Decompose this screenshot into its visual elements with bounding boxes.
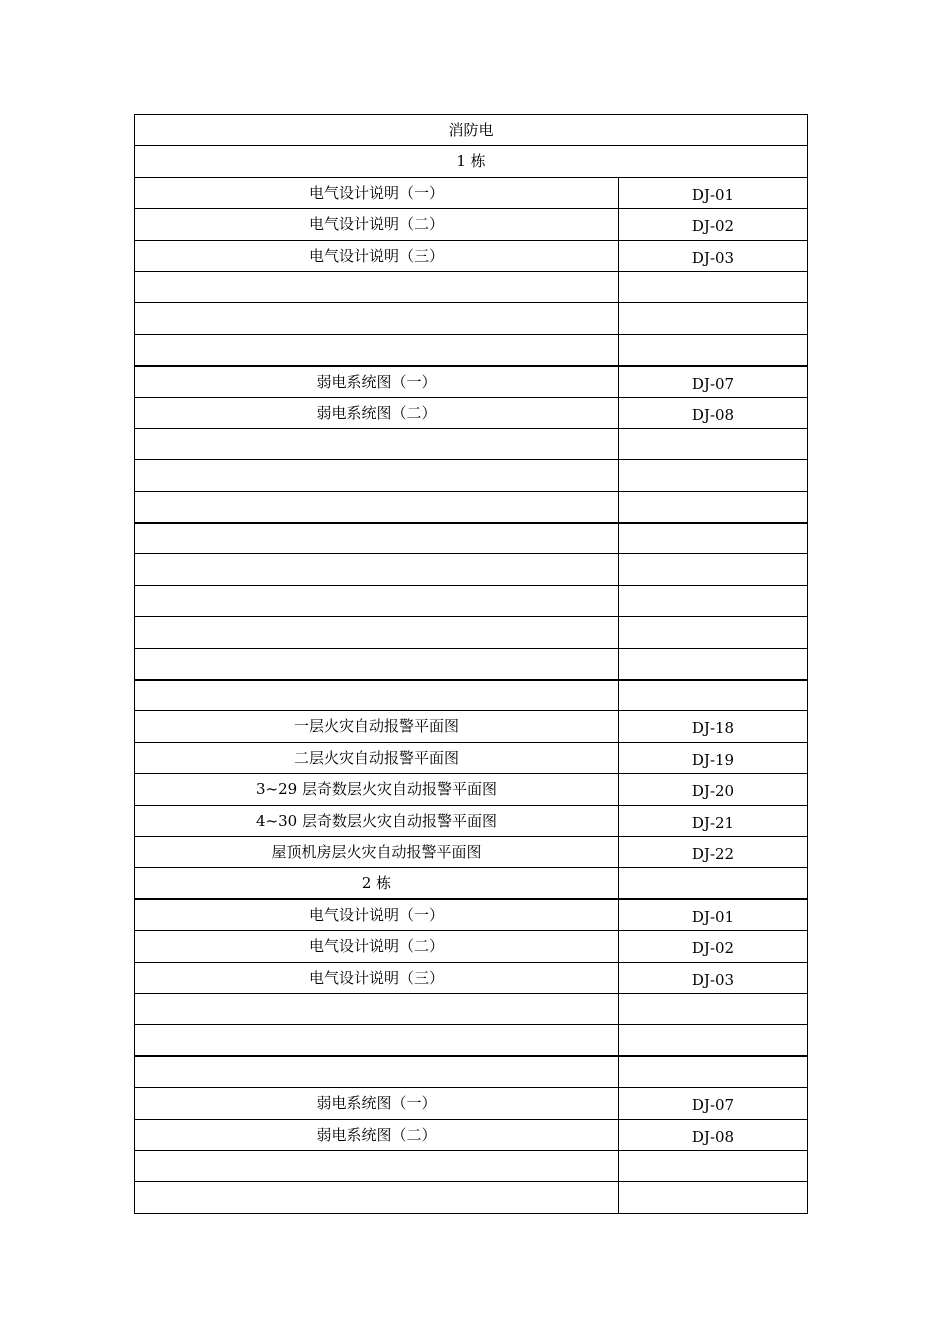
drawing-code-cell: DJ-19 [619, 742, 808, 773]
drawing-code-cell [619, 460, 808, 491]
table-row [135, 334, 808, 365]
drawing-name-cell [135, 554, 619, 585]
drawing-code-cell [619, 993, 808, 1024]
drawing-name-cell [135, 1182, 619, 1213]
table-row [135, 1025, 808, 1056]
table-row [135, 303, 808, 334]
table-row [135, 868, 808, 899]
table-row [135, 1056, 808, 1087]
table-row [135, 240, 808, 271]
drawing-code-cell [619, 1182, 808, 1213]
drawing-code-cell [619, 303, 808, 334]
table-row [135, 711, 808, 742]
table-row [135, 366, 808, 397]
drawing-name-cell: 电气设计说明（二） [135, 209, 619, 240]
table-row [135, 931, 808, 962]
table-row [135, 993, 808, 1024]
table-row [135, 836, 808, 867]
table-row [135, 1182, 808, 1213]
drawing-name-cell: 3~29 层奇数层火灾自动报警平面图 [135, 774, 619, 805]
drawing-code-cell: DJ-20 [619, 774, 808, 805]
table-row [135, 209, 808, 240]
table-row [135, 523, 808, 554]
drawing-name-cell [135, 1025, 619, 1056]
drawing-name-cell [135, 1150, 619, 1181]
drawing-code-cell [619, 648, 808, 679]
table-row [135, 742, 808, 773]
drawing-code-cell: DJ-02 [619, 931, 808, 962]
drawing-code-cell [619, 680, 808, 711]
drawing-code-cell: DJ-07 [619, 366, 808, 397]
table-row [135, 585, 808, 616]
drawing-name-cell: 电气设计说明（一） [135, 899, 619, 930]
drawing-code-cell: DJ-03 [619, 240, 808, 271]
drawing-name-cell: 弱电系统图（二） [135, 1119, 619, 1150]
drawing-code-cell [619, 1056, 808, 1087]
drawing-code-cell: DJ-21 [619, 805, 808, 836]
drawing-code-cell: DJ-07 [619, 1088, 808, 1119]
drawing-code-cell: DJ-22 [619, 836, 808, 867]
drawing-name-cell [135, 460, 619, 491]
table-row [135, 617, 808, 648]
drawing-name-cell [135, 585, 619, 616]
drawing-name-cell [135, 1056, 619, 1087]
drawing-name-cell: 电气设计说明（一） [135, 177, 619, 208]
table-row [135, 491, 808, 522]
table-title-row [135, 115, 808, 146]
drawing-code-cell [619, 491, 808, 522]
drawing-name-cell: 电气设计说明（二） [135, 931, 619, 962]
drawing-name-cell [135, 648, 619, 679]
drawing-code-cell [619, 617, 808, 648]
drawing-name-cell [135, 428, 619, 459]
drawing-name-cell: 屋顶机房层火灾自动报警平面图 [135, 836, 619, 867]
drawing-code-cell [619, 585, 808, 616]
drawing-name-cell [135, 334, 619, 365]
drawing-code-cell [619, 428, 808, 459]
table-row [135, 680, 808, 711]
table-row [135, 397, 808, 428]
table-row [135, 177, 808, 208]
drawing-code-cell [619, 1025, 808, 1056]
drawing-name-cell: 电气设计说明（三） [135, 240, 619, 271]
drawing-name-cell: 一层火灾自动报警平面图 [135, 711, 619, 742]
table-row [135, 1150, 808, 1181]
table-row [135, 428, 808, 459]
drawing-name-cell [135, 617, 619, 648]
table-row [135, 460, 808, 491]
drawing-code-cell: DJ-03 [619, 962, 808, 993]
table-row [135, 271, 808, 302]
drawing-code-cell: DJ-08 [619, 397, 808, 428]
drawing-name-cell: 弱电系统图（一） [135, 1088, 619, 1119]
drawing-code-cell: DJ-18 [619, 711, 808, 742]
table-row [135, 805, 808, 836]
drawing-index-table [134, 114, 808, 1214]
drawing-name-cell [135, 680, 619, 711]
drawing-code-cell [619, 554, 808, 585]
table-row [135, 1088, 808, 1119]
table-row [135, 1119, 808, 1150]
drawing-name-cell: 二层火灾自动报警平面图 [135, 742, 619, 773]
section-header: 1 栋 [135, 146, 808, 177]
drawing-code-cell: DJ-08 [619, 1119, 808, 1150]
table-row [135, 774, 808, 805]
table-row [135, 554, 808, 585]
drawing-name-cell: 电气设计说明（三） [135, 962, 619, 993]
drawing-name-cell [135, 491, 619, 522]
drawing-name-cell: 4~30 层奇数层火灾自动报警平面图 [135, 805, 619, 836]
drawing-name-cell: 弱电系统图（二） [135, 397, 619, 428]
drawing-code-cell: DJ-01 [619, 899, 808, 930]
drawing-name-cell [135, 523, 619, 554]
table-row [135, 146, 808, 177]
drawing-name-cell [135, 271, 619, 302]
drawing-name-cell [135, 303, 619, 334]
table-row [135, 648, 808, 679]
drawing-code-cell [619, 523, 808, 554]
drawing-name-cell: 2 栋 [135, 868, 619, 899]
table-row [135, 962, 808, 993]
drawing-name-cell: 弱电系统图（一） [135, 366, 619, 397]
drawing-name-cell [135, 993, 619, 1024]
table-row [135, 899, 808, 930]
drawing-code-cell [619, 868, 808, 899]
drawing-code-cell: DJ-01 [619, 177, 808, 208]
drawing-code-cell [619, 1150, 808, 1181]
table-title: 消防电 [135, 115, 808, 146]
drawing-code-cell: DJ-02 [619, 209, 808, 240]
drawing-code-cell [619, 334, 808, 365]
drawing-code-cell [619, 271, 808, 302]
table-body [135, 115, 808, 1214]
